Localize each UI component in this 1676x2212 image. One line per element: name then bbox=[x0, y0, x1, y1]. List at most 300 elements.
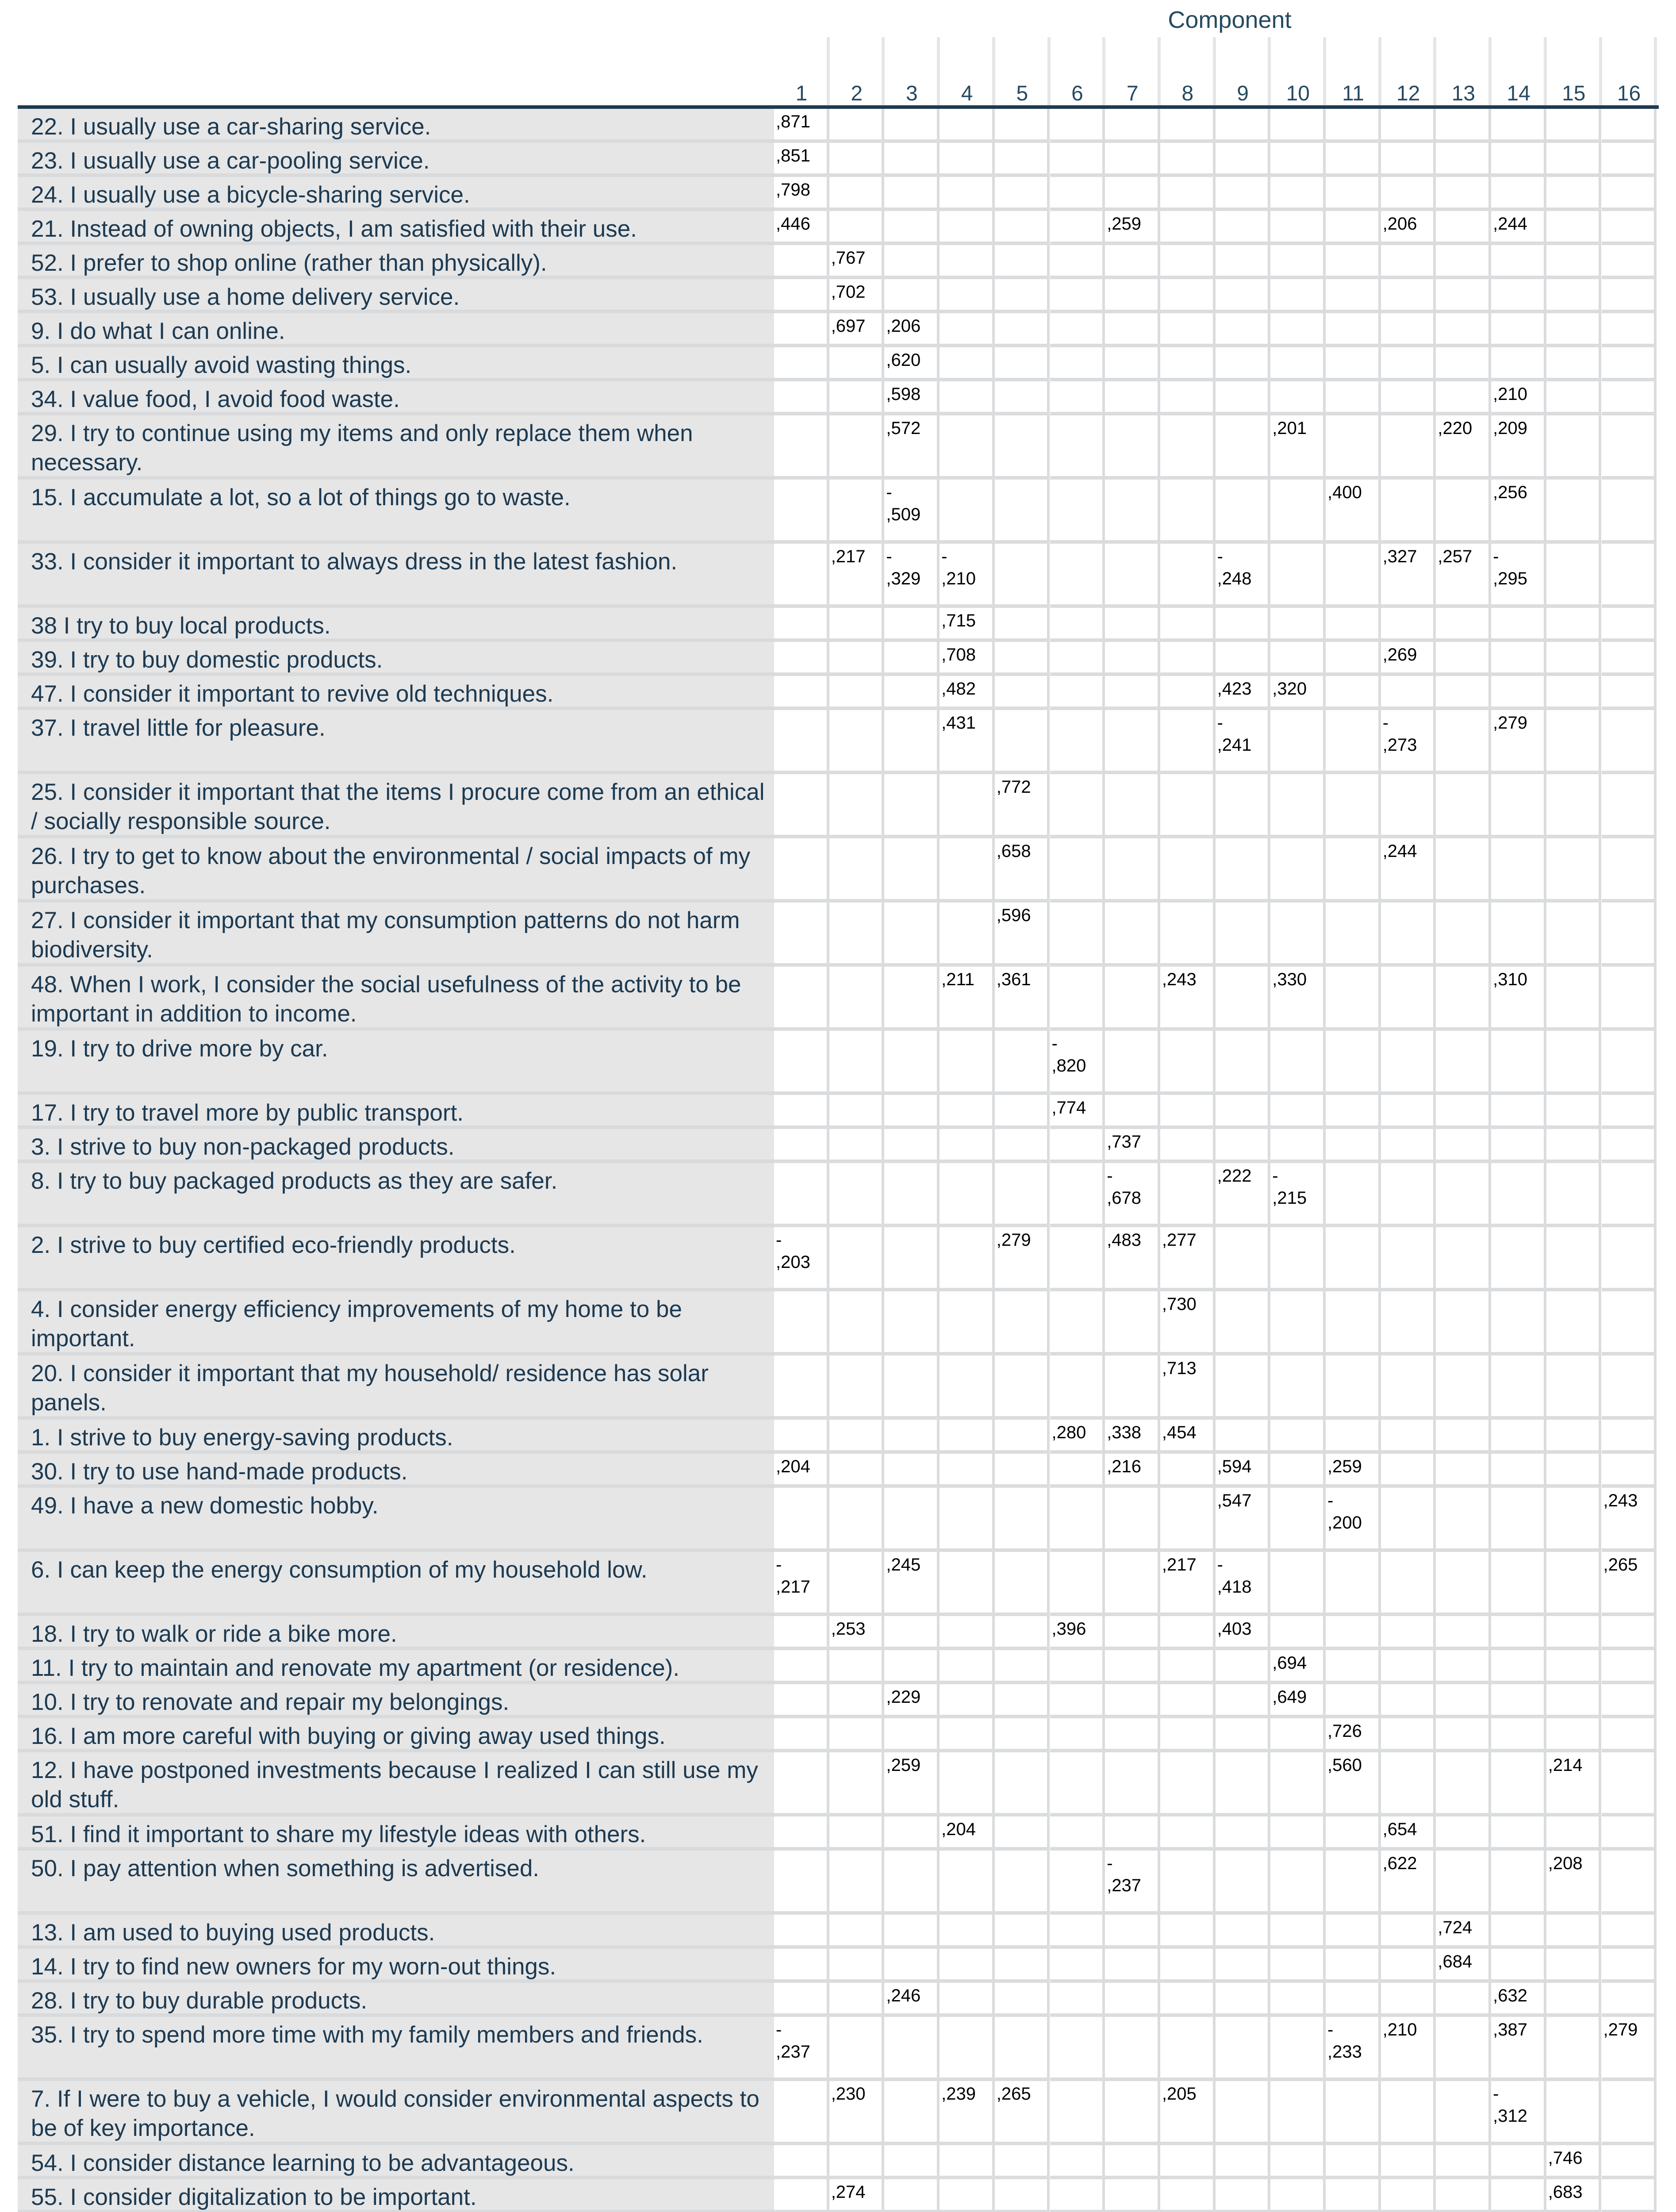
column-header: 12 bbox=[1396, 82, 1420, 105]
row-label-cell bbox=[18, 676, 774, 710]
table-row bbox=[18, 642, 1659, 676]
row-label-cell bbox=[18, 1291, 774, 1356]
loading-cell bbox=[1546, 1552, 1602, 1616]
loading-cell bbox=[1381, 1552, 1436, 1616]
loading-cell bbox=[1546, 608, 1602, 642]
table-row bbox=[18, 1163, 1659, 1227]
loading-cell bbox=[1381, 544, 1436, 608]
loading-cell bbox=[829, 774, 885, 838]
loading-cell bbox=[1326, 347, 1381, 381]
loading-cell bbox=[1436, 1684, 1491, 1718]
loading-cell bbox=[1436, 1816, 1491, 1851]
loading-cell bbox=[1050, 313, 1105, 347]
loading-cell bbox=[1546, 1454, 1602, 1488]
loading-cell bbox=[1546, 245, 1602, 279]
loading-cell bbox=[1381, 1356, 1436, 1420]
loading-cell bbox=[995, 279, 1050, 313]
row-label: 22. I usually use a car-sharing service. bbox=[31, 114, 431, 140]
row-label-cell bbox=[18, 279, 774, 313]
table-row bbox=[18, 1752, 1659, 1816]
loading-cell bbox=[1270, 313, 1326, 347]
row-label: 28. I try to buy durable products. bbox=[31, 1988, 368, 2014]
loading-cell bbox=[884, 211, 940, 245]
loading-cell bbox=[1326, 967, 1381, 1031]
loading-cell bbox=[774, 245, 829, 279]
loading-cell bbox=[1160, 1163, 1216, 1227]
loading-cell bbox=[1270, 245, 1326, 279]
loading-cell bbox=[1546, 2179, 1602, 2212]
loading-value: ,702 bbox=[831, 282, 866, 302]
loading-cell bbox=[1050, 1616, 1105, 1650]
loading-cell bbox=[1216, 1552, 1271, 1616]
loading-value: ,222 bbox=[1217, 1166, 1252, 1186]
loading-cell bbox=[940, 109, 995, 143]
loading-cell bbox=[1216, 1718, 1271, 1752]
loading-value: ,253 bbox=[831, 1619, 866, 1639]
loading-value: ,724 bbox=[1438, 1918, 1473, 1937]
loading-cell bbox=[1216, 1291, 1271, 1356]
loading-cell bbox=[1546, 1031, 1602, 1095]
loading-cell bbox=[1105, 1816, 1160, 1851]
loading-cell bbox=[1160, 177, 1216, 211]
loading-cell bbox=[1216, 1227, 1271, 1291]
loading-value: ,598 bbox=[886, 384, 921, 404]
loading-cell bbox=[1436, 143, 1491, 177]
loading-cell bbox=[1050, 109, 1105, 143]
table-row bbox=[18, 1488, 1659, 1552]
loading-cell bbox=[995, 710, 1050, 774]
loading-cell bbox=[1436, 1031, 1491, 1095]
loading-cell bbox=[829, 608, 885, 642]
loading-cell bbox=[884, 1031, 940, 1095]
loading-cell bbox=[1326, 480, 1381, 544]
loading-cell bbox=[1160, 2017, 1216, 2081]
loading-cell bbox=[774, 1851, 829, 1915]
loading-cell bbox=[1216, 2145, 1271, 2179]
loading-value: ,243 bbox=[1162, 970, 1197, 989]
loading-cell bbox=[1105, 1420, 1160, 1454]
loading-value: - ,329 bbox=[886, 547, 921, 588]
loading-cell bbox=[1160, 1095, 1216, 1129]
loading-cell bbox=[1050, 211, 1105, 245]
row-label-cell bbox=[18, 1816, 774, 1851]
loading-cell bbox=[1381, 143, 1436, 177]
loading-value: ,243 bbox=[1603, 1491, 1638, 1510]
loading-cell bbox=[829, 1227, 885, 1291]
loading-cell bbox=[1216, 143, 1271, 177]
loading-cell bbox=[1270, 1454, 1326, 1488]
loading-cell bbox=[1491, 1454, 1546, 1488]
loading-cell bbox=[995, 1488, 1050, 1552]
row-label: 26. I try to get to know about the environmental / social impacts of my purchases. bbox=[31, 843, 751, 899]
loading-cell bbox=[940, 1915, 995, 1949]
loading-cell bbox=[1216, 1983, 1271, 2017]
column-header: 1 bbox=[795, 82, 808, 105]
loading-cell bbox=[1216, 313, 1271, 347]
loading-cell bbox=[774, 967, 829, 1031]
loading-cell bbox=[1436, 245, 1491, 279]
loading-cell bbox=[884, 1983, 940, 2017]
row-label: 29. I try to continue using my items and only replace them when necessary. bbox=[31, 420, 693, 476]
loading-cell bbox=[1105, 642, 1160, 676]
loading-cell bbox=[1326, 313, 1381, 347]
loading-cell bbox=[1050, 1488, 1105, 1552]
row-label: 9. I do what I can online. bbox=[31, 318, 285, 344]
row-label-cell bbox=[18, 143, 774, 177]
loading-cell bbox=[1216, 2081, 1271, 2145]
loading-cell bbox=[995, 245, 1050, 279]
loading-value: ,217 bbox=[1162, 1555, 1197, 1575]
row-label-cell bbox=[18, 2179, 774, 2212]
loading-value: ,229 bbox=[886, 1687, 921, 1707]
loading-value: ,746 bbox=[1548, 2148, 1583, 2168]
loading-cell bbox=[1050, 1420, 1105, 1454]
loading-value: - ,237 bbox=[776, 2020, 810, 2062]
loading-cell bbox=[940, 381, 995, 415]
loading-cell bbox=[1326, 642, 1381, 676]
loading-cell bbox=[1216, 967, 1271, 1031]
loading-value: ,244 bbox=[1493, 214, 1527, 234]
loading-cell bbox=[1381, 1129, 1436, 1163]
row-label: 54. I consider distance learning to be advantageous. bbox=[31, 2150, 575, 2176]
loading-cell bbox=[1602, 109, 1657, 143]
row-label: 17. I try to travel more by public transport. bbox=[31, 1100, 464, 1126]
loading-cell bbox=[940, 1718, 995, 1752]
loading-cell bbox=[995, 1420, 1050, 1454]
loading-value: ,245 bbox=[886, 1555, 921, 1575]
loading-cell bbox=[774, 1227, 829, 1291]
loading-cell bbox=[774, 1454, 829, 1488]
loading-cell bbox=[1326, 279, 1381, 313]
loading-cell bbox=[774, 838, 829, 902]
loading-cell bbox=[1326, 1816, 1381, 1851]
loading-cell bbox=[1216, 480, 1271, 544]
loading-cell bbox=[774, 774, 829, 838]
loading-cell bbox=[1381, 245, 1436, 279]
loading-cell bbox=[774, 1650, 829, 1684]
row-label-cell bbox=[18, 1983, 774, 2017]
loading-cell bbox=[1105, 1752, 1160, 1816]
loading-cell bbox=[774, 1095, 829, 1129]
row-label: 16. I am more careful with buying or giving away used things. bbox=[31, 1723, 666, 1749]
loading-cell bbox=[1216, 1163, 1271, 1227]
loading-cell bbox=[1602, 1095, 1657, 1129]
loading-cell bbox=[1326, 1129, 1381, 1163]
loading-cell bbox=[1216, 1616, 1271, 1650]
loading-cell bbox=[884, 109, 940, 143]
loading-cell bbox=[774, 480, 829, 544]
table-row bbox=[18, 1616, 1659, 1650]
table-row bbox=[18, 967, 1659, 1031]
loading-cell bbox=[774, 347, 829, 381]
loading-cell bbox=[1436, 710, 1491, 774]
loading-cell bbox=[995, 1650, 1050, 1684]
row-label: 35. I try to spend more time with my family members and friends. bbox=[31, 2022, 703, 2048]
loading-cell bbox=[1326, 211, 1381, 245]
loading-cell bbox=[1436, 381, 1491, 415]
loading-cell bbox=[1270, 544, 1326, 608]
loading-value: ,209 bbox=[1493, 419, 1527, 438]
loading-cell bbox=[1491, 1227, 1546, 1291]
loading-cell bbox=[774, 1163, 829, 1227]
loading-cell bbox=[1381, 1983, 1436, 2017]
loading-cell bbox=[1160, 1915, 1216, 1949]
loading-value: - ,215 bbox=[1272, 1166, 1307, 1208]
component-header: Component bbox=[1168, 7, 1292, 33]
loading-cell bbox=[1216, 1684, 1271, 1718]
row-label-cell bbox=[18, 313, 774, 347]
loading-cell bbox=[1050, 1718, 1105, 1752]
loading-cell bbox=[829, 1650, 885, 1684]
loading-cell bbox=[1326, 1488, 1381, 1552]
loading-cell bbox=[1602, 838, 1657, 902]
loading-cell bbox=[1270, 143, 1326, 177]
loading-cell bbox=[774, 1488, 829, 1552]
loading-cell bbox=[940, 2081, 995, 2145]
loading-value: - ,295 bbox=[1493, 547, 1527, 588]
loading-cell bbox=[1050, 381, 1105, 415]
loading-cell bbox=[1326, 2145, 1381, 2179]
loading-cell bbox=[1602, 2081, 1657, 2145]
loading-cell bbox=[1602, 1552, 1657, 1616]
loading-cell bbox=[1105, 211, 1160, 245]
loading-cell bbox=[1105, 109, 1160, 143]
loading-cell bbox=[1436, 1983, 1491, 2017]
row-label-cell bbox=[18, 1851, 774, 1915]
loading-cell bbox=[940, 279, 995, 313]
loading-cell bbox=[1160, 1616, 1216, 1650]
loading-cell bbox=[940, 415, 995, 480]
loading-cell bbox=[940, 902, 995, 967]
loading-cell bbox=[940, 177, 995, 211]
row-label-cell bbox=[18, 1356, 774, 1420]
loading-cell bbox=[1436, 211, 1491, 245]
loading-cell bbox=[829, 2145, 885, 2179]
row-label-cell bbox=[18, 1552, 774, 1616]
loading-cell bbox=[829, 1684, 885, 1718]
loading-cell bbox=[884, 642, 940, 676]
loading-cell bbox=[995, 1552, 1050, 1616]
loading-cell bbox=[829, 2179, 885, 2212]
loading-cell bbox=[1546, 480, 1602, 544]
loading-cell bbox=[1270, 279, 1326, 313]
loading-cell bbox=[1160, 381, 1216, 415]
loading-cell bbox=[1326, 902, 1381, 967]
loading-cell bbox=[1050, 2179, 1105, 2212]
loading-cell bbox=[1602, 642, 1657, 676]
row-label-cell bbox=[18, 1163, 774, 1227]
loading-cell bbox=[884, 1915, 940, 1949]
loading-cell bbox=[1491, 381, 1546, 415]
loading-cell bbox=[774, 1420, 829, 1454]
loading-cell bbox=[774, 676, 829, 710]
loading-cell bbox=[1160, 1816, 1216, 1851]
loading-cell bbox=[1326, 415, 1381, 480]
loading-cell bbox=[1381, 1454, 1436, 1488]
loading-cell bbox=[1326, 1552, 1381, 1616]
loading-cell bbox=[829, 2017, 885, 2081]
loading-cell bbox=[995, 1356, 1050, 1420]
loading-cell bbox=[1270, 1650, 1326, 1684]
loading-cell bbox=[1546, 1488, 1602, 1552]
loading-value: ,214 bbox=[1548, 1755, 1583, 1775]
row-label: 25. I consider it important that the items I procure come from an ethical / socially responsible source. bbox=[31, 779, 765, 834]
loading-cell bbox=[1546, 1129, 1602, 1163]
loading-cell bbox=[1270, 1356, 1326, 1420]
loading-cell bbox=[1602, 902, 1657, 967]
table-row bbox=[18, 1552, 1659, 1616]
loading-cell bbox=[1602, 967, 1657, 1031]
loading-cell bbox=[1216, 1650, 1271, 1684]
row-label-cell bbox=[18, 211, 774, 245]
loading-cell bbox=[884, 1420, 940, 1454]
loading-cell bbox=[1270, 2145, 1326, 2179]
table-row bbox=[18, 177, 1659, 211]
loading-cell bbox=[1105, 1129, 1160, 1163]
loading-value: ,205 bbox=[1162, 2084, 1197, 2104]
loading-value: ,274 bbox=[831, 2182, 866, 2202]
loading-cell bbox=[1105, 279, 1160, 313]
row-label: 13. I am used to buying used products. bbox=[31, 1920, 435, 1946]
loading-cell bbox=[1436, 2179, 1491, 2212]
loading-cell bbox=[1491, 245, 1546, 279]
loading-cell bbox=[1270, 347, 1326, 381]
loading-cell bbox=[1105, 1488, 1160, 1552]
loading-cell bbox=[1326, 1684, 1381, 1718]
loading-cell bbox=[884, 1752, 940, 1816]
loading-cell bbox=[1436, 544, 1491, 608]
loading-cell bbox=[1381, 1949, 1436, 1983]
loading-cell bbox=[1546, 1718, 1602, 1752]
loading-cell bbox=[1491, 1291, 1546, 1356]
loading-cell bbox=[829, 211, 885, 245]
loading-cell bbox=[1160, 676, 1216, 710]
loading-cell bbox=[940, 1227, 995, 1291]
loading-cell bbox=[940, 608, 995, 642]
loading-cell bbox=[940, 967, 995, 1031]
loading-cell bbox=[1491, 1356, 1546, 1420]
loading-cell bbox=[1491, 1851, 1546, 1915]
loading-cell bbox=[774, 1616, 829, 1650]
loading-value: ,482 bbox=[941, 679, 976, 699]
loading-cell bbox=[1436, 676, 1491, 710]
loading-cell bbox=[1160, 1718, 1216, 1752]
column-header: 4 bbox=[961, 82, 973, 105]
row-label: 19. I try to drive more by car. bbox=[31, 1036, 328, 1062]
loading-cell bbox=[1546, 1616, 1602, 1650]
loading-cell bbox=[1050, 347, 1105, 381]
loading-cell bbox=[1216, 774, 1271, 838]
loading-cell bbox=[1105, 2145, 1160, 2179]
loading-cell bbox=[1270, 902, 1326, 967]
loading-cell bbox=[1160, 1552, 1216, 1616]
loading-cell bbox=[995, 415, 1050, 480]
loading-cell bbox=[1105, 1454, 1160, 1488]
loading-cell bbox=[1216, 109, 1271, 143]
loading-cell bbox=[1602, 415, 1657, 480]
loading-cell bbox=[829, 838, 885, 902]
row-label: 53. I usually use a home delivery service. bbox=[31, 284, 460, 310]
loading-cell bbox=[1270, 676, 1326, 710]
loading-cell bbox=[1105, 1915, 1160, 1949]
table-row bbox=[18, 1031, 1659, 1095]
loading-cell bbox=[1326, 1752, 1381, 1816]
loading-value: ,694 bbox=[1272, 1653, 1307, 1673]
loading-cell bbox=[829, 143, 885, 177]
loading-cell bbox=[1326, 1163, 1381, 1227]
loading-cell bbox=[995, 1095, 1050, 1129]
loading-value: ,330 bbox=[1272, 970, 1307, 989]
row-label-cell bbox=[18, 2081, 774, 2145]
loading-cell bbox=[995, 2081, 1050, 2145]
loading-value: ,206 bbox=[886, 316, 921, 336]
loading-cell bbox=[1326, 1420, 1381, 1454]
loading-cell bbox=[1270, 967, 1326, 1031]
loading-cell bbox=[1270, 1095, 1326, 1129]
loading-cell bbox=[940, 710, 995, 774]
loading-cell bbox=[1436, 838, 1491, 902]
loading-cell bbox=[1491, 2145, 1546, 2179]
loading-cell bbox=[774, 2081, 829, 2145]
row-label: 48. When I work, I consider the social usefulness of the activity to be important in addition to income. bbox=[31, 972, 741, 1027]
loading-cell bbox=[1050, 1227, 1105, 1291]
loading-cell bbox=[1491, 1684, 1546, 1718]
loading-cell bbox=[1270, 1031, 1326, 1095]
loading-cell bbox=[1326, 1291, 1381, 1356]
loading-value: ,649 bbox=[1272, 1687, 1307, 1707]
loading-cell bbox=[1160, 347, 1216, 381]
loading-cell bbox=[1546, 177, 1602, 211]
loading-value: ,454 bbox=[1162, 1423, 1197, 1442]
loading-cell bbox=[1050, 642, 1105, 676]
loading-cell bbox=[940, 480, 995, 544]
row-label-cell bbox=[18, 608, 774, 642]
loading-cell bbox=[995, 1752, 1050, 1816]
loading-cell bbox=[1105, 381, 1160, 415]
loading-cell bbox=[1436, 1129, 1491, 1163]
loading-cell bbox=[884, 1129, 940, 1163]
row-label-cell bbox=[18, 710, 774, 774]
row-label-cell bbox=[18, 245, 774, 279]
loading-cell bbox=[1546, 1650, 1602, 1684]
row-label: 23. I usually use a car-pooling service. bbox=[31, 148, 430, 174]
loading-value: ,265 bbox=[1603, 1555, 1638, 1575]
loading-cell bbox=[774, 2017, 829, 2081]
loading-value: - ,210 bbox=[941, 547, 976, 588]
loading-cell bbox=[995, 2017, 1050, 2081]
loading-cell bbox=[1436, 1949, 1491, 1983]
loading-cell bbox=[829, 1616, 885, 1650]
loading-cell bbox=[1105, 415, 1160, 480]
loading-cell bbox=[1160, 415, 1216, 480]
loading-cell bbox=[1105, 710, 1160, 774]
loading-cell bbox=[1381, 2145, 1436, 2179]
loading-cell bbox=[940, 1949, 995, 1983]
loading-cell bbox=[1050, 1983, 1105, 2017]
loading-cell bbox=[829, 1454, 885, 1488]
column-header: 7 bbox=[1126, 82, 1139, 105]
loading-cell bbox=[1050, 480, 1105, 544]
loading-cell bbox=[1381, 642, 1436, 676]
loading-cell bbox=[884, 1291, 940, 1356]
row-label: 14. I try to find new owners for my worn-out things. bbox=[31, 1954, 556, 1980]
loading-cell bbox=[884, 177, 940, 211]
loading-cell bbox=[1105, 1718, 1160, 1752]
loading-cell bbox=[1050, 2081, 1105, 2145]
loading-cell bbox=[1491, 1129, 1546, 1163]
loading-cell bbox=[829, 415, 885, 480]
loading-cell bbox=[1546, 415, 1602, 480]
